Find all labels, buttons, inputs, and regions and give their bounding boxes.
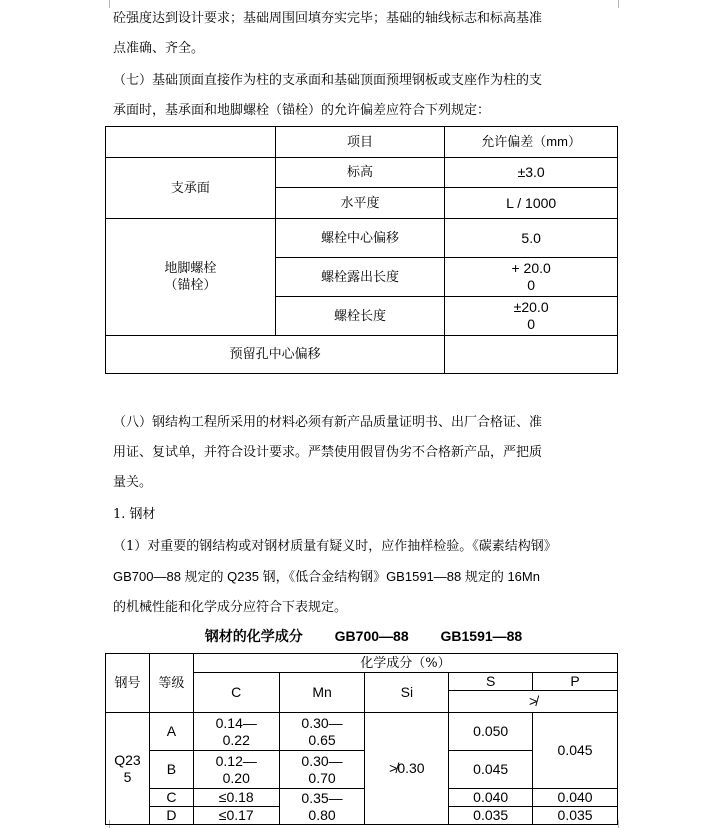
group-bearing-surface: 支承面	[106, 158, 276, 219]
grade-cell: C	[149, 789, 193, 807]
header-quality-grade: 等级	[149, 654, 193, 713]
text-line: （八）钢结构工程所采用的材料必须有新产品质量证明书、出厂合格证、准	[113, 415, 543, 430]
value-cell: 5.0	[445, 219, 618, 258]
value-cell	[445, 297, 618, 336]
steel-grade-line: 5	[123, 768, 132, 785]
header-not-greater-than: ≯	[449, 691, 618, 713]
paragraph-section-7	[113, 66, 618, 126]
text-line: GB700—88 规定的 Q235 钢，《低合金结构钢》GB1591—88 规定的 16Mn	[113, 569, 540, 584]
grade-cell: D	[149, 807, 193, 825]
group-anchor-bolts	[106, 219, 276, 336]
table-caption	[0, 626, 727, 646]
text-line: 承面时，基承面和地脚螺栓（锚栓）的允许偏差应符合下列规定：	[113, 103, 491, 118]
tolerance-table	[105, 126, 618, 374]
text-line: 的机械性能和化学成分应符合下表规定。	[113, 600, 348, 615]
text-line: 1. 钢材	[113, 507, 156, 522]
text-line: 点准确、齐全。	[113, 41, 205, 56]
phosphorus-cell: 0.035	[533, 807, 618, 825]
steel-grade-q235	[106, 713, 150, 825]
paragraph-section-8	[113, 408, 618, 498]
header-phosphorus: P	[533, 673, 618, 691]
paragraph-foundation-status	[113, 4, 618, 64]
header-chemical-composition: 化学成分（%）	[193, 654, 617, 673]
value-line: 0.30—	[301, 714, 343, 731]
value-cell	[445, 258, 618, 297]
value-line: + 20.0	[511, 260, 551, 276]
sulfur-cell: 0.035	[449, 807, 533, 825]
page-corner-mark	[101, 0, 110, 8]
group-label-line: 地脚螺栓	[164, 261, 217, 276]
text-line: 量关。	[113, 475, 153, 490]
row-label: 螺栓露出长度	[275, 258, 445, 297]
text-line: 砼强度达到设计要求；基础周围回填夯实完毕；基础的轴线标志和标高基准	[113, 11, 543, 26]
header-carbon: C	[193, 673, 279, 713]
carbon-cell	[193, 751, 279, 789]
carbon-cell	[193, 713, 279, 751]
value-line: 0.30—	[301, 752, 343, 769]
value-cell	[445, 336, 618, 374]
paragraph-sampling	[113, 532, 618, 623]
sulfur-cell: 0.050	[449, 713, 533, 751]
row-label: 水平度	[275, 188, 445, 219]
value-line: 0.20	[222, 769, 250, 786]
header-steel-grade: 钢号	[106, 654, 150, 713]
header-silicon: Si	[365, 673, 449, 713]
row-label-hole: 预留孔中心偏移	[106, 336, 445, 374]
chemical-composition-table	[105, 653, 618, 825]
value-line: 0.22	[222, 731, 250, 748]
carbon-cell: ≤0.17	[193, 807, 279, 825]
header-manganese: Mn	[279, 673, 365, 713]
manganese-cell	[279, 713, 365, 751]
sulfur-cell: 0.045	[449, 751, 533, 789]
value-line: 0.70	[308, 769, 336, 786]
page-corner-mark	[618, 820, 627, 828]
value-line: 0.80	[308, 806, 336, 823]
steel-grade-line: Q23	[114, 751, 141, 768]
value-line: 0	[527, 277, 536, 293]
carbon-cell: ≤0.18	[193, 789, 279, 807]
sulfur-cell: 0.040	[449, 789, 533, 807]
value-line: ±20.0	[513, 299, 549, 315]
value-cell: ±3.0	[445, 158, 618, 188]
table-header-cell: 项目	[275, 127, 445, 158]
manganese-cell	[279, 751, 365, 789]
value-line: 0.12—	[215, 752, 257, 769]
value-line: 0	[527, 316, 536, 332]
grade-cell: B	[149, 751, 193, 789]
group-label-line: （锚栓）	[164, 278, 217, 293]
value-line: 0.14—	[215, 714, 257, 731]
phosphorus-cell: 0.045	[533, 713, 618, 789]
subheading-steel	[113, 500, 618, 530]
row-label: 螺栓中心偏移	[275, 219, 445, 258]
caption-standard: GB700—88	[334, 628, 409, 644]
row-label: 螺栓长度	[275, 297, 445, 336]
header-tolerance: 允许偏差（mm）	[481, 134, 581, 149]
caption-standard: GB1591—88	[440, 628, 523, 644]
value-cell: L / 1000	[445, 188, 618, 219]
page-corner-mark	[618, 0, 627, 8]
text-line: （1）对重要的钢结构或对钢材质量有疑义时，应作抽样检验。《碳素结构钢》	[113, 539, 557, 554]
caption-title: 钢材的化学成分	[204, 628, 303, 644]
value-line: 0.35—	[301, 789, 343, 806]
row-label: 标高	[275, 158, 445, 188]
header-sulfur: S	[449, 673, 533, 691]
table-header-cell	[445, 127, 618, 158]
table-header-cell	[106, 127, 276, 158]
text-line: （七）基础顶面直接作为柱的支承面和基础顶面预埋钢板或支座作为柱的支	[113, 73, 543, 88]
phosphorus-cell: 0.040	[533, 789, 618, 807]
silicon-cell: ≯0.30	[365, 713, 449, 825]
text-line: 用证、复试单，并符合设计要求。严禁使用假冒伪劣不合格新产品，严把质	[113, 445, 543, 460]
manganese-cell	[279, 789, 365, 825]
value-line: 0.65	[308, 731, 336, 748]
grade-cell: A	[149, 713, 193, 751]
